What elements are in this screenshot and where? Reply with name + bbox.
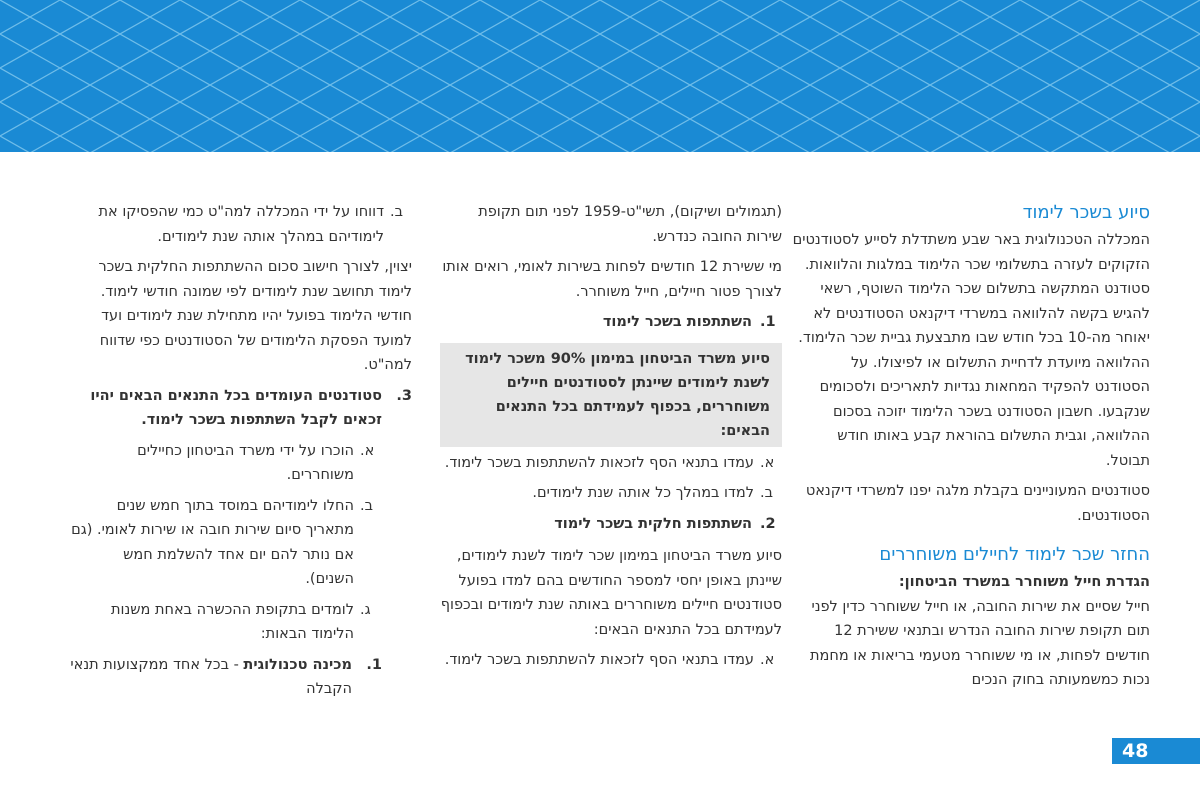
definition-continuation: (תגמולים ושיקום), תשי"ט-1959 לפני תום תקופת שירות החובה כנדרש. xyxy=(478,204,782,245)
right-column xyxy=(792,200,1150,699)
list-item xyxy=(70,439,382,488)
list-item xyxy=(440,451,782,476)
list-item xyxy=(70,494,382,592)
list-marker: ב. xyxy=(360,497,373,514)
list-marker: א. xyxy=(360,442,375,459)
national-service-paragraph: מי ששירת 12 חודשים לפחות בשירות לאומי, רואים אותו לצורך פטור חיילים, חייל משוחרר. xyxy=(442,259,782,300)
partial-participation-paragraph: סיוע משרד הביטחון במימון שכר לימוד לשנת לימודים, שיינתן באופן יחסי למספר החודשים בהם למדו בפועל סטודנטים חיילים משוחררים באותה שנת לימודים ובכפוף לעמידתם בכל התנאים הבאים: xyxy=(440,548,782,638)
section-3-text-part: בכל התנאים xyxy=(167,387,250,404)
list-item-text: הוכרו על ידי משרד הביטחון כחיילים משוחררים. xyxy=(137,442,354,483)
list-marker: ב. xyxy=(390,204,403,220)
list-item-text: לומדים בתקופת ההכשרה באחת משנות הלימוד הבאות: xyxy=(110,601,354,642)
list-item xyxy=(440,648,782,673)
section-2-title: השתתפות חלקית בשכר לימוד xyxy=(554,515,752,532)
list-item-text: עמדו בתנאי הסף לזכאות להשתתפות בשכר לימוד. xyxy=(444,454,754,471)
tuition-aid-heading: סיוע בשכר לימוד xyxy=(1022,202,1150,223)
discharged-soldier-definition-text: חייל שסיים את שירות החובה, או חייל ששוחרר כדין לפני תום תקופת שירות החובה הנדרש ובתנאי ששירת 12 חודשים לפחות, או מי ששוחרר מטעמי בריאות או מחמת נכות כמשמעותה בחוק הנכים xyxy=(809,598,1150,688)
list-item xyxy=(70,200,412,249)
section-3-text-part: הבאים יהיו זכאים לקבל השתתפות בשכר לימוד. xyxy=(90,387,382,428)
list-marker: א. xyxy=(760,454,775,471)
calculation-note-paragraph: יצוין, לצורך חישוב סכום ההשתתפות החלקית בשכר לימוד תחושב שנת לימודים לפי שמונה חודשי לימוד. חודשי הלימוד בפועל יהיו מתחילת שנת לימודים ועד למועד הפסקת הלימודים של הסטודנטים כפי שדווח למה"ט. xyxy=(98,259,412,373)
list-item-text: עמדו בתנאי הסף לזכאות להשתתפות בשכר לימוד. xyxy=(444,652,754,668)
sub-list-number: 1. xyxy=(366,656,382,673)
list-item-text: החלו לימודיהם במוסד בתוך חמש שנים מתאריך סיום שירות חובה או שירות לאומי. (גם אם נותר להם יום אחד להשלמת חמש השנים). xyxy=(71,497,354,587)
soldier-refund-heading: החזר שכר לימוד לחיילים משוחררים xyxy=(879,544,1150,565)
header-banner xyxy=(0,0,1200,152)
list-item-text: דווחו על ידי המכללה למה"ט כמי שהפסיקו את לימודיהם במהלך אותה שנת לימודים. xyxy=(98,204,384,245)
highlight-box: סיוע משרד הביטחון במימון 90% משכר לימוד לשנת לימודים שיינתן לסטודנטים חיילים משוחררים, בכפוף לעמידתם בכל התנאים הבאים: xyxy=(440,343,782,447)
list-item-text: למדו במהלך כל אותה שנת לימודים. xyxy=(532,485,754,501)
diamond-pattern-decoration xyxy=(0,0,1200,152)
list-marker: א. xyxy=(760,652,775,668)
sub-list-bold: מכינה טכנולוגית xyxy=(243,656,352,673)
section-3-text xyxy=(70,384,382,433)
sub-list-text xyxy=(70,653,352,702)
sub-list-item xyxy=(70,653,382,702)
list-marker: ג. xyxy=(360,601,371,618)
section-3 xyxy=(70,384,412,433)
sub-list-rest: - בכל אחד ממקצועות תנאי הקבלה xyxy=(70,656,352,697)
scholarship-paragraph: סטודנטים המעוניינים בקבלת מלגה יפנו למשרדי דיקנאט הסטודנטים. xyxy=(805,483,1150,524)
section-2-heading xyxy=(440,512,782,537)
page-number: 48 xyxy=(1112,738,1200,764)
section-2-number: 2. xyxy=(760,515,776,532)
left-column xyxy=(70,200,412,708)
section-3-text-part: סטודנטים העומדים xyxy=(249,387,382,404)
section-1-heading xyxy=(440,310,782,335)
section-1-number: 1. xyxy=(760,314,776,330)
list-marker: ב. xyxy=(760,485,773,501)
section-1-title: השתתפות בשכר לימוד xyxy=(602,314,752,330)
middle-column xyxy=(440,200,782,679)
list-item xyxy=(70,598,382,647)
list-item xyxy=(440,481,782,506)
discharged-soldier-definition-heading: הגדרת חייל משוחרר במשרד הביטחון: xyxy=(898,574,1150,590)
tuition-aid-paragraph: המכללה הטכנולוגית באר שבע משתדלת לסייע לסטודנטים הזקוקים לעזרה בתשלומי שכר הלימוד במלגות והלוואות. סטודנט המתקשה בתשלום שכר הלימוד השוטף, רשאי להגיש בקשה להלוואה במשרדי דיקנאט הסטודנטים לא יאוחר מה-10 בכל חודש שבו מתבצעת גביית שכר הלימוד. ההלוואה מיועדת לדחיית התשלום או לפיצולו. על הסטודנט להפקיד המחאות נגדיות לתאריכים ולסכומים שנקבעו. חשבון הסטודנט בשכר הלימוד יזוכה בסכום ההלוואה, וגבית התשלום בהוראת קבע באותו חודש תבוטל. xyxy=(792,232,1150,469)
section-3-number: 3. xyxy=(396,387,412,404)
